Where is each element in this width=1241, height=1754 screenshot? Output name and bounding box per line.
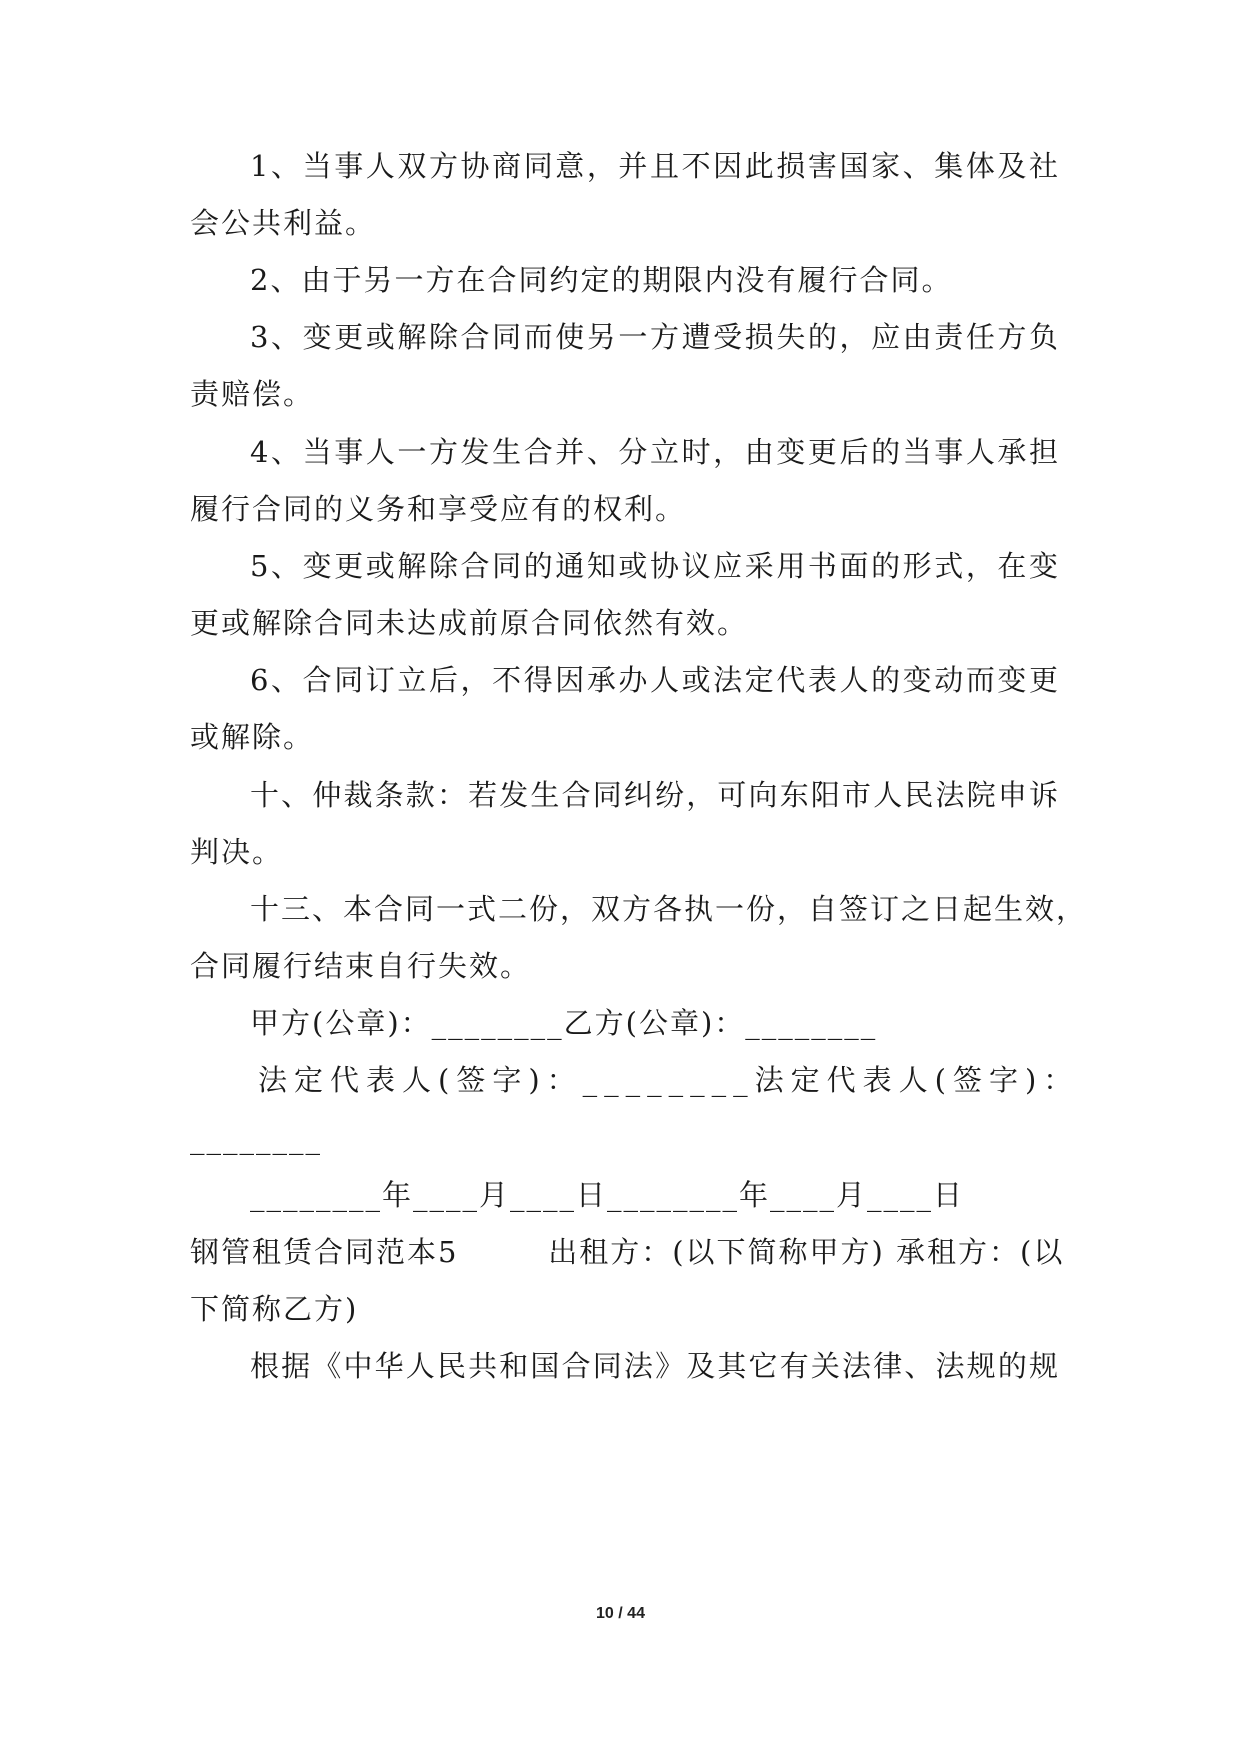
clause-3-line-1: 3、变更或解除合同而使另一方遭受损失的，应由责任方负: [250, 320, 1060, 354]
clause-5-line-2: 更或解除合同未达成前原合同依然有效。: [190, 606, 749, 640]
arbitration-clause-line-2: 判决。: [190, 835, 284, 869]
copies-clause-line-2: 合同履行结束自行失效。: [190, 949, 532, 983]
date-line: ________年____月____日________年____月____日: [250, 1178, 965, 1212]
clause-2: 2、由于另一方在合同约定的期限内没有履行合同。: [250, 263, 953, 297]
clause-1-line-2: 会公共利益。: [190, 206, 377, 240]
clause-1-line-1: 1、当事人双方协商同意，并且不因此损害国家、集体及社: [250, 149, 1060, 183]
preamble-line: 根据《中华人民共和国合同法》及其它有关法律、法规的规: [250, 1349, 1060, 1383]
copies-clause-line-1: 十三、本合同一式二份，双方各执一份，自签订之日起生效，: [250, 892, 1088, 926]
clause-6-line-2: 或解除。: [190, 720, 315, 754]
clause-4-line-2: 履行合同的义务和享受应有的权利。: [190, 492, 687, 526]
seal-line: 甲方(公章)：________乙方(公章)：________: [250, 1006, 878, 1040]
clause-6-line-1: 6、合同订立后，不得因承办人或法定代表人的变动而变更: [250, 663, 1060, 697]
arbitration-clause-line-1: 十、仲裁条款：若发生合同纠纷，可向东阳市人民法院申诉: [250, 778, 1060, 812]
contract-title-line-2: 下简称乙方): [190, 1292, 359, 1326]
representative-signature-blank: ________: [190, 1121, 322, 1155]
contract-title-line: 钢管租赁合同范本5 出租方：(以下简称甲方) 承租方：(以: [190, 1235, 1065, 1269]
representative-signature-line: 法定代表人(签字)：________法定代表人(签字)：: [258, 1063, 1080, 1097]
page-number: 10 / 44: [596, 1605, 645, 1622]
clause-5-line-1: 5、变更或解除合同的通知或协议应采用书面的形式，在变: [250, 549, 1060, 583]
clause-4-line-1: 4、当事人一方发生合并、分立时，由变更后的当事人承担: [250, 435, 1060, 469]
clause-3-line-2: 责赔偿。: [190, 377, 315, 411]
